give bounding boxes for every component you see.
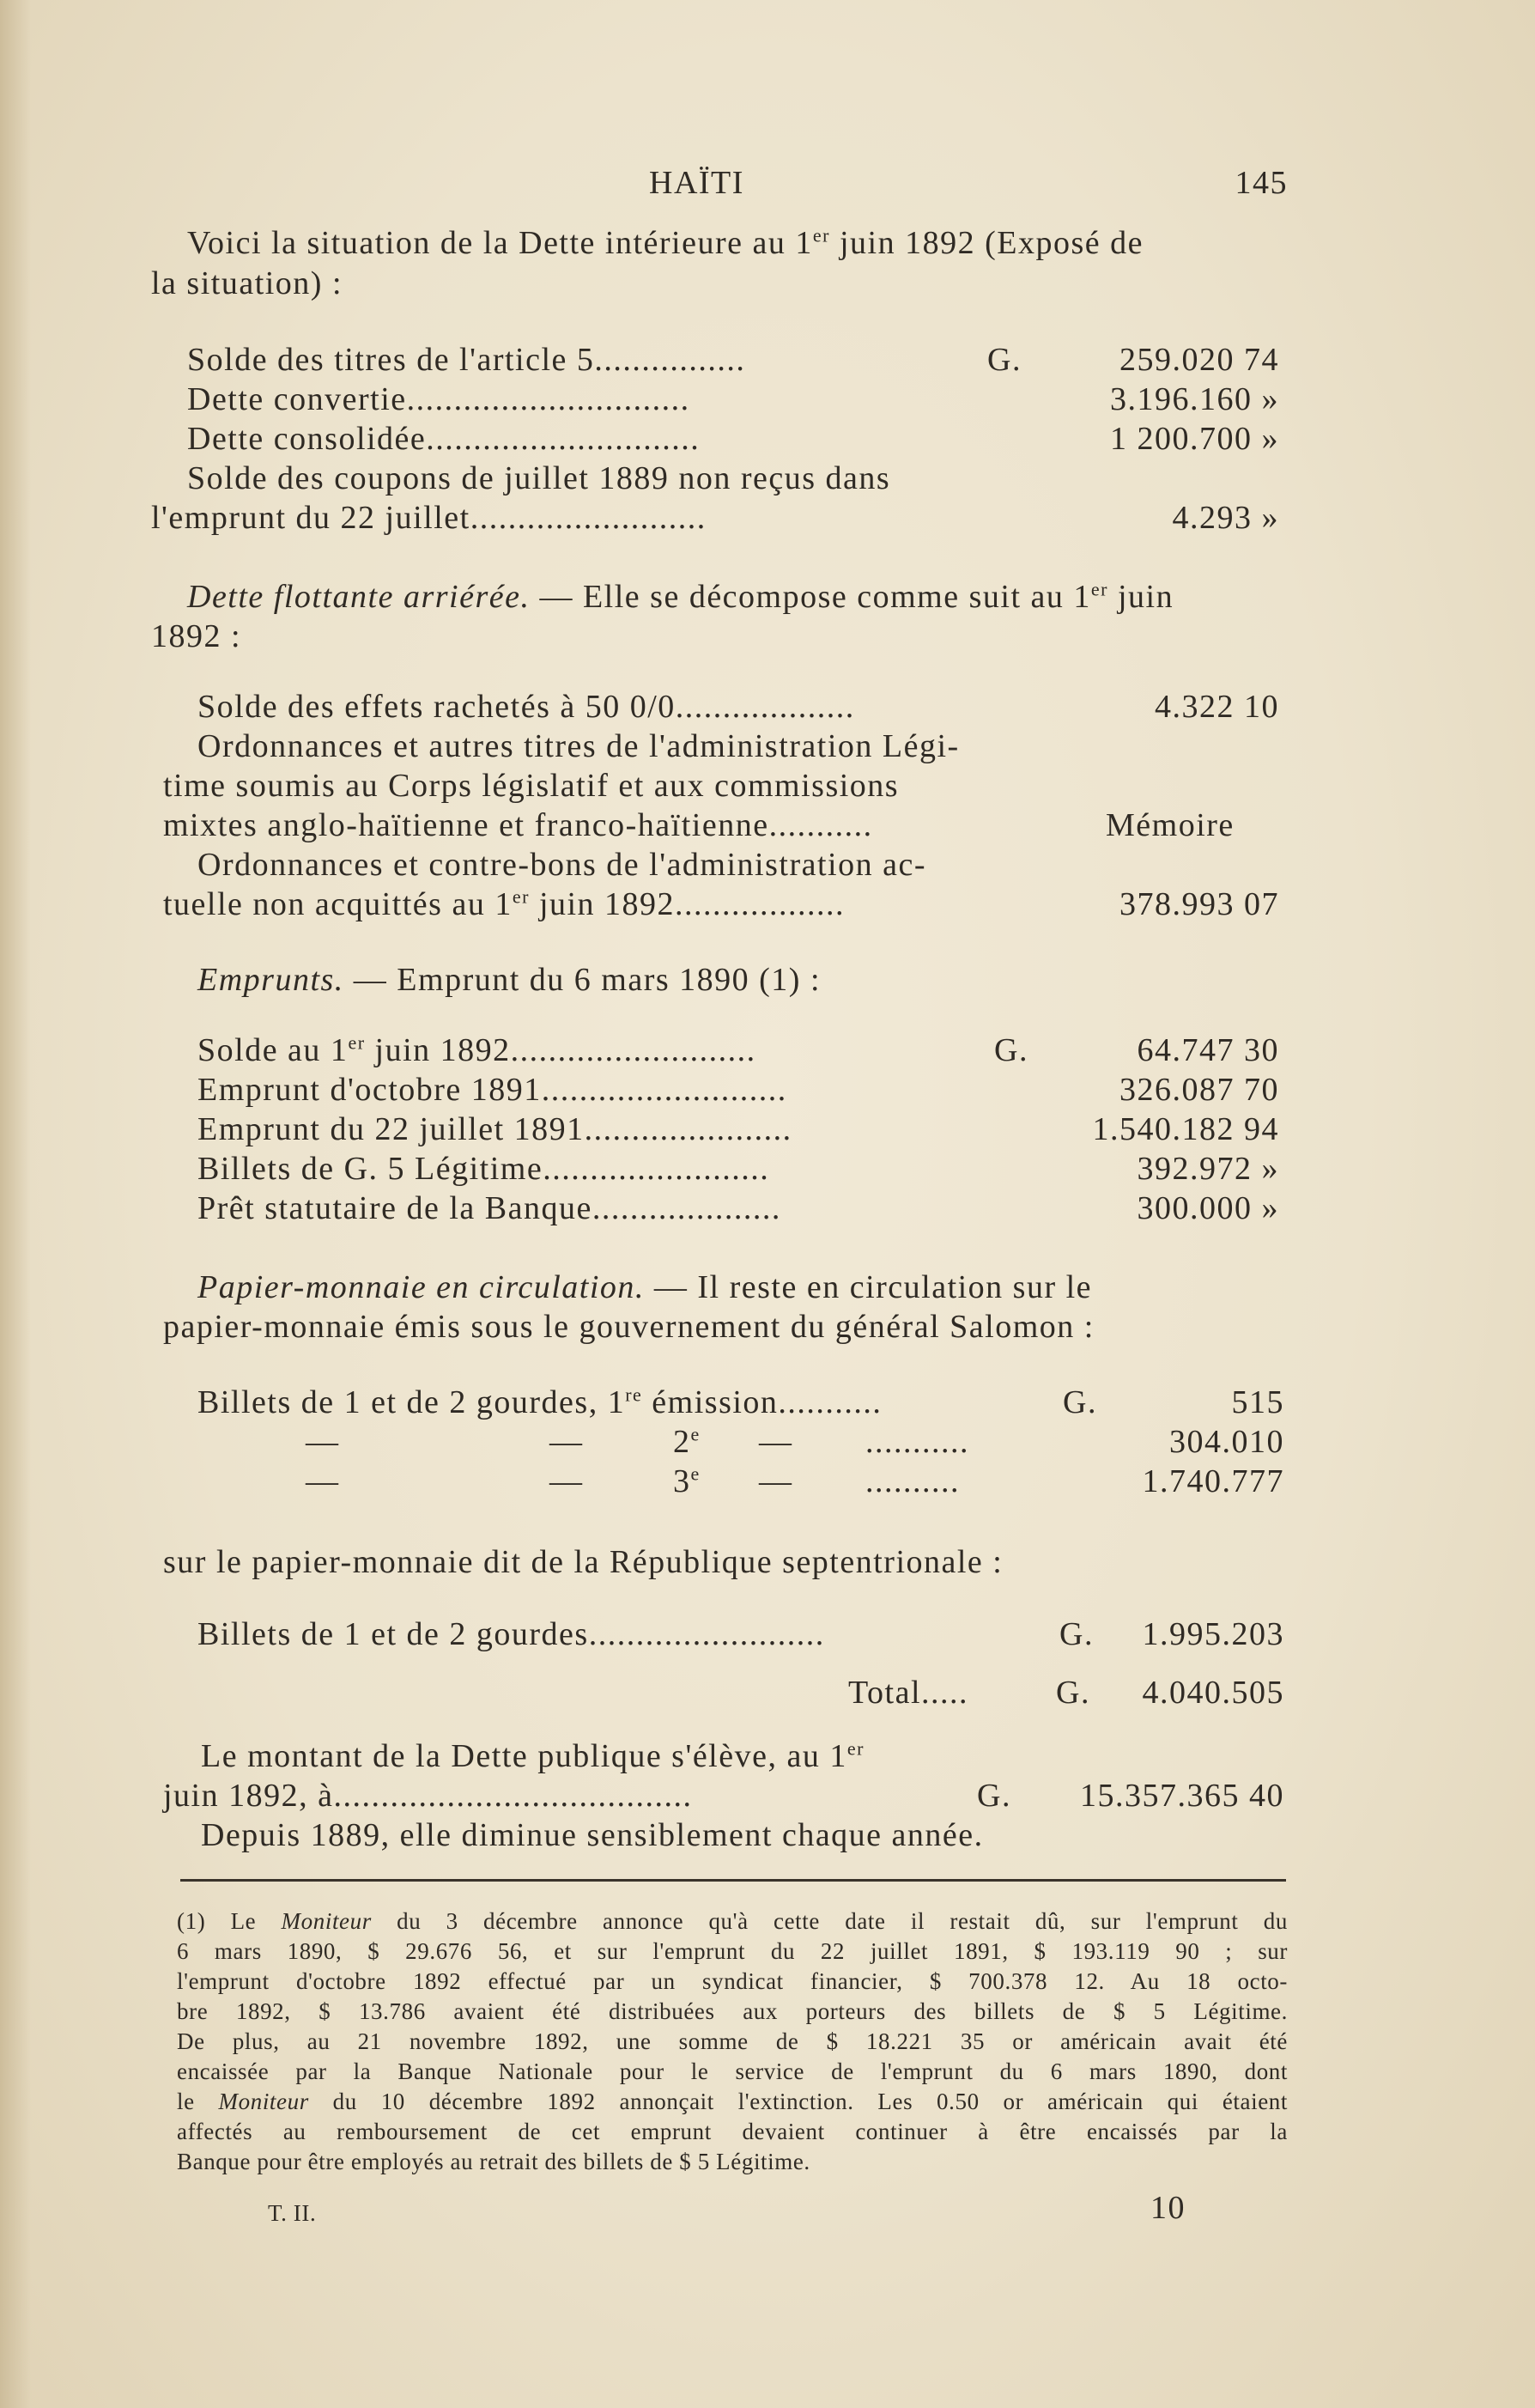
t3-row-1-currency: G. (994, 1032, 1028, 1068)
t4-row-1-label: Billets de 1 et de 2 gourdes, 1re émission........... (197, 1383, 883, 1420)
footnote-line-2: 6 mars 1890, $ 29.676 56, et sur l'emprunt du 22 juillet 1891, $ 193.119 90 ; sur (177, 1938, 1288, 1964)
t4-row-1-value: 515 (1231, 1384, 1284, 1420)
t1-row-3-label: Dette consolidée............................. (187, 421, 701, 457)
t4-row-3-ditto-1: — (306, 1463, 340, 1499)
t3-row-1-label: Solde au 1er juin 1892.......................... (197, 1031, 756, 1068)
septentrionale-line: sur le papier-monnaie dit de la République septentrionale : (163, 1544, 1004, 1580)
t3-row-3-label: Emprunt du 22 juillet 1891...................... (197, 1111, 792, 1147)
t2-row-2-line-1: Ordonnances et autres titres de l'administration Légi- (197, 728, 960, 764)
t1-row-1-label: Solde des titres de l'article 5................ (187, 342, 746, 378)
flottante-line-2: 1892 : (151, 618, 242, 654)
t3-row-3-value: 1.540.182 94 (1092, 1111, 1279, 1147)
t1-row-1-currency: G. (987, 342, 1022, 378)
t4-row-3-ditto-3: — (759, 1463, 793, 1499)
t5-row-1-label: Billets de 1 et de 2 gourdes......................... (197, 1616, 825, 1652)
t4-row-1-currency: G. (1063, 1384, 1097, 1420)
volume-mark: T. II. (268, 2200, 317, 2226)
t5-row-1-value: 1.995.203 (1142, 1616, 1284, 1652)
t2-row-2-value: Mémoire (1106, 807, 1235, 843)
footnote-line-4: bre 1892, $ 13.786 avaient été distribuées aux porteurs des billets de $ 5 Légitime. (177, 1998, 1288, 2024)
t2-row-1-label: Solde des effets rachetés à 50 0/0................... (197, 689, 855, 725)
total-label: Total..... (848, 1675, 969, 1711)
t1-row-3-value: 1 200.700 » (1110, 421, 1279, 457)
t4-row-3-emission: 3e (673, 1462, 701, 1499)
montant-value: 15.357.365 40 (1080, 1778, 1284, 1814)
footnote-line-8: affectés au remboursement de cet emprunt devaient continuer à être encaissés par la (177, 2119, 1288, 2144)
t4-row-3-value: 1.740.777 (1142, 1463, 1284, 1499)
t1-row-4-label: Solde des coupons de juillet 1889 non reçus dans (187, 460, 891, 496)
t3-row-5-label: Prêt statutaire de la Banque.................... (197, 1190, 781, 1226)
footnote (177, 1906, 1288, 2177)
montant-currency: G. (977, 1778, 1011, 1814)
flottante-heading: Dette flottante arriérée. — Elle se décompose comme suit au 1er juin (187, 578, 1174, 615)
t4-row-3-ditto-2: — (549, 1463, 584, 1499)
t5-row-1-currency: G. (1059, 1616, 1094, 1652)
t2-row-3-value: 378.993 07 (1119, 886, 1279, 922)
total-value: 4.040.505 (1142, 1675, 1284, 1711)
t4-row-2-leader: ........... (865, 1424, 969, 1460)
page-edge-shadow (0, 0, 31, 2408)
t3-row-1-value: 64.747 30 (1137, 1032, 1279, 1068)
t2-row-3-line-2: tuelle non acquittés au 1er juin 1892.................. (163, 885, 846, 922)
t3-row-5-value: 300.000 » (1137, 1190, 1279, 1226)
page-number: 145 (1235, 165, 1288, 201)
montant-line-3: Depuis 1889, elle diminue sensiblement chaque année. (201, 1817, 984, 1853)
t2-row-2-line-2: time soumis au Corps législatif et aux commissions (163, 768, 900, 804)
montant-line-2-label: juin 1892, à...................................... (163, 1778, 693, 1814)
t3-row-4-value: 392.972 » (1137, 1151, 1279, 1187)
t3-row-2-label: Emprunt d'octobre 1891.......................... (197, 1072, 787, 1108)
t4-row-3-leader: .......... (865, 1463, 960, 1499)
t4-row-2-ditto-2: — (549, 1424, 584, 1460)
t2-row-3-line-1: Ordonnances et contre-bons de l'administration ac- (197, 847, 926, 883)
papier-heading: Papier-monnaie en circulation. — Il reste en circulation sur le (197, 1269, 1093, 1305)
t3-row-2-value: 326.087 70 (1119, 1072, 1279, 1108)
footnote-line-7: le Moniteur du 10 décembre 1892 annonçait l'extinction. Les 0.50 or américain qui étaient (177, 2089, 1288, 2114)
footnote-line-5: De plus, au 21 novembre 1892, une somme de $ 18.221 35 or américain avait été (177, 2028, 1288, 2054)
emprunts-heading: Emprunts. — Emprunt du 6 mars 1890 (1) : (197, 962, 822, 998)
intro-line-1: Voici la situation de la Dette intérieure au 1er juin 1892 (Exposé de (187, 224, 1144, 261)
t1-row-1-value: 259.020 74 (1119, 342, 1279, 378)
t1-row-2-label: Dette convertie.............................. (187, 381, 690, 417)
t1-row-2-value: 3.196.160 » (1110, 381, 1279, 417)
footnote-line-1: (1) Le Moniteur du 3 décembre annonce qu'à cette date il restait dû, sur l'emprunt du (177, 1908, 1288, 1934)
footnote-line-6: encaissée par la Banque Nationale pour le service de l'emprunt du 6 mars 1890, dont (177, 2058, 1288, 2084)
total-currency: G. (1056, 1675, 1090, 1711)
t4-row-2-value: 304.010 (1169, 1424, 1284, 1460)
t1-row-5-label: l'emprunt du 22 juillet......................... (151, 500, 707, 536)
papier-line-2: papier-monnaie émis sous le gouvernement du général Salomon : (163, 1309, 1095, 1345)
footnote-line-3: l'emprunt d'octobre 1892 effectué par un syndicat financier, $ 700.378 12. Au 18 octo- (177, 1968, 1288, 1994)
t4-row-2-ditto-1: — (306, 1424, 340, 1460)
sheet-number: 10 (1150, 2190, 1186, 2226)
t4-row-2-ditto-3: — (759, 1424, 793, 1460)
running-title: HAÏTI (649, 165, 744, 201)
montant-line-1: Le montant de la Dette publique s'élève, au 1er (201, 1737, 865, 1774)
footnote-line-9: Banque pour être employés au retrait des billets de $ 5 Légitime. (177, 2149, 810, 2174)
t2-row-2-line-3: mixtes anglo-haïtienne et franco-haïtienne........... (163, 807, 873, 843)
intro-line-2: la situation) : (151, 265, 343, 301)
t4-row-2-emission: 2e (673, 1423, 701, 1460)
t1-row-5-value: 4.293 » (1172, 500, 1279, 536)
footnote-separator (180, 1879, 1286, 1882)
t3-row-4-label: Billets de G. 5 Légitime........................ (197, 1151, 770, 1187)
t2-row-1-value: 4.322 10 (1155, 689, 1279, 725)
